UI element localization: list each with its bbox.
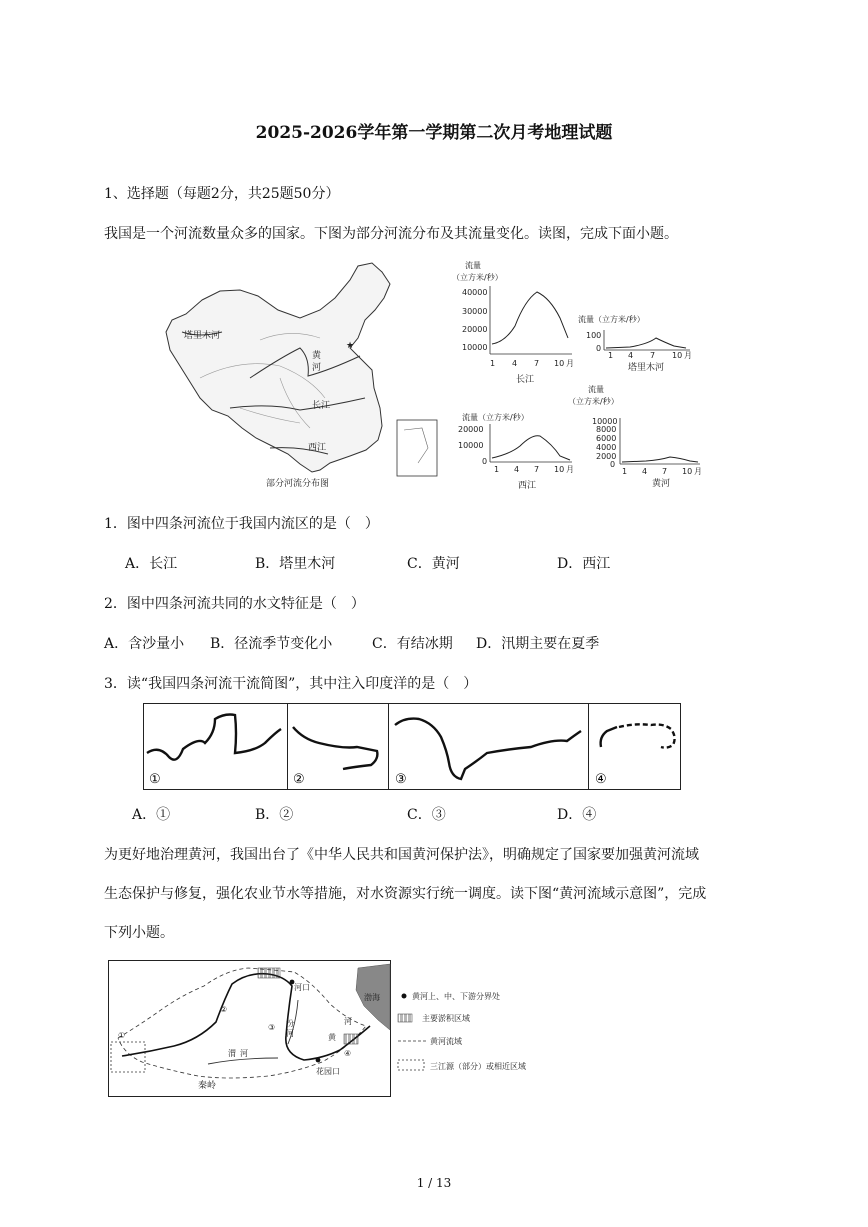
figure-river-distribution xyxy=(160,258,720,494)
cj-curve xyxy=(492,292,568,344)
label-huayuankou: 花园口 xyxy=(316,1067,340,1076)
river-4 xyxy=(601,727,617,747)
legend-hatch-icon xyxy=(398,1014,412,1022)
figure-yellow-river-basin xyxy=(108,960,568,1100)
label-wei-he: 河 xyxy=(240,1049,248,1058)
label-m2: ② xyxy=(220,1005,228,1014)
river-4-dashed xyxy=(619,724,675,747)
hh-ytick: 0 xyxy=(610,460,616,469)
tl-ytick: 100 xyxy=(586,331,602,340)
q3-option-c[interactable]: C．③ xyxy=(407,807,446,823)
hh-xtick: 10 xyxy=(682,467,693,476)
q1-option-b[interactable]: B．塔里木河 xyxy=(255,556,336,572)
q1-option-c[interactable]: C．黄河 xyxy=(407,556,460,572)
legend-dotted-box-icon xyxy=(398,1060,424,1070)
xj-xtick: 4 xyxy=(514,465,520,474)
q2-option-c[interactable]: C．有结冰期 xyxy=(372,636,453,652)
panel-label-2: ② xyxy=(293,772,305,787)
tl-name: 塔里木河 xyxy=(628,363,665,373)
label-hekou: 河口 xyxy=(294,983,310,992)
hh-xtick: 7 xyxy=(662,467,668,476)
page-number: 1 / 13 xyxy=(416,1176,452,1190)
label-bohai: 渤海 xyxy=(364,993,380,1002)
cj-xtick: 1 xyxy=(490,359,496,368)
river-1 xyxy=(147,715,281,760)
panel-label-4: ④ xyxy=(595,772,607,787)
label-m4: ④ xyxy=(344,1049,352,1058)
chart-xijiang xyxy=(458,412,574,491)
xj-xtick: 1 xyxy=(494,465,500,474)
q2-option-a[interactable]: A．含沙量小 xyxy=(104,636,185,652)
xj-ytick: 20000 xyxy=(458,425,484,434)
tl-ytick: 0 xyxy=(596,344,602,353)
label-fen-he: 河 xyxy=(286,1029,294,1038)
xj-month: 月 xyxy=(566,465,574,474)
legend-item-basin: 黄河流域 xyxy=(430,1037,462,1046)
map-caption: 部分河流分布图 xyxy=(266,479,330,489)
intro-paragraph-2-line3: 下列小题。 xyxy=(104,925,174,941)
legend-dot-icon xyxy=(402,994,407,999)
hh-month: 月 xyxy=(694,467,702,476)
legend-item-sanjiangyuan: 三江源（部分）或相近区域 xyxy=(430,1062,526,1071)
label-fen: 汾 xyxy=(286,1019,294,1028)
intro-paragraph-1: 我国是一个河流数量众多的国家。下图为部分河流分布及其流量变化。读图，完成下面小题。 xyxy=(104,226,678,242)
q3-option-d[interactable]: D．④ xyxy=(557,807,597,823)
cj-ytick: 40000 xyxy=(462,288,488,297)
tl-month: 月 xyxy=(684,351,692,360)
label-wei: 渭 xyxy=(228,1049,236,1058)
label-changjiang: 长江 xyxy=(312,401,331,411)
label-huang: 黄 xyxy=(328,1033,336,1042)
chart-changjiang xyxy=(452,260,574,385)
q3-stem: 3．读“我国四条河流干流简图”，其中注入印度洋的是（ ） xyxy=(104,676,478,692)
hh-curve xyxy=(622,457,698,462)
hh-ytick: 10000 xyxy=(592,417,618,426)
cj-xtick: 7 xyxy=(534,359,540,368)
q3-option-b[interactable]: B．② xyxy=(255,807,294,823)
legend xyxy=(398,991,526,1071)
cj-ytick: 10000 xyxy=(462,343,488,352)
hh-unit-a: 流量 xyxy=(588,385,604,394)
river-2 xyxy=(293,727,377,769)
q1-option-d[interactable]: D．西江 xyxy=(557,556,611,572)
intro-paragraph-2-line1: 为更好地治理黄河，我国出台了《中华人民共和国黄河保护法》，明确规定了国家要加强黄河流域 xyxy=(104,847,699,863)
legend-item-sediment: 主要淤积区域 xyxy=(422,1014,470,1023)
hh-ytick: 8000 xyxy=(596,425,617,434)
china-outline xyxy=(166,263,390,472)
q1-stem: 1．图中四条河流位于我国内流区的是（ ） xyxy=(104,516,379,532)
tl-xtick: 4 xyxy=(628,351,634,360)
hh-ytick: 4000 xyxy=(596,443,617,452)
chart-tarim xyxy=(578,314,692,373)
panel-label-1: ① xyxy=(149,772,161,787)
xj-xtick: 7 xyxy=(534,465,540,474)
hh-unit-b: （立方米/秒） xyxy=(568,397,619,406)
cj-ytick: 30000 xyxy=(462,307,488,316)
cj-unit-b: （立方米/秒） xyxy=(452,273,503,282)
xj-unit: 流量（立方米/秒） xyxy=(462,413,529,422)
boundary-point-huayuankou xyxy=(316,1058,321,1063)
beijing-star: ★ xyxy=(346,341,355,351)
xj-ytick: 10000 xyxy=(458,441,484,450)
hh-xtick: 4 xyxy=(642,467,648,476)
hh-name: 黄河 xyxy=(652,479,671,489)
cj-name: 长江 xyxy=(516,375,535,385)
label-tarim: 塔里木河 xyxy=(184,331,221,341)
hh-xtick: 1 xyxy=(622,467,628,476)
hh-ytick: 6000 xyxy=(596,434,617,443)
intro-paragraph-2-line2: 生态保护与修复，强化农业节水等措施，对水资源实行统一调度。读下图“黄河流域示意图”，完成 xyxy=(104,886,707,902)
tl-xtick: 10 xyxy=(672,351,683,360)
river-3 xyxy=(395,719,581,779)
sediment-area-1 xyxy=(258,968,280,978)
hh-ytick: 2000 xyxy=(596,452,617,461)
tl-curve xyxy=(606,338,686,348)
legend-item-boundary: 黄河上、中、下游分界处 xyxy=(412,992,500,1001)
q1-option-a[interactable]: A．长江 xyxy=(125,556,178,572)
q2-option-b[interactable]: B．径流季节变化小 xyxy=(210,636,333,652)
label-huang1: 黄 xyxy=(312,351,322,361)
label-m3: ③ xyxy=(268,1023,276,1032)
cj-xtick: 4 xyxy=(512,359,518,368)
xj-xtick: 10 xyxy=(554,465,565,474)
xj-curve xyxy=(492,436,570,460)
label-huang2: 河 xyxy=(312,363,322,373)
xj-name: 西江 xyxy=(518,481,537,491)
sediment-area-2 xyxy=(344,1034,358,1044)
figure-four-rivers xyxy=(143,703,683,793)
tl-unit: 流量（立方米/秒） xyxy=(578,315,645,324)
xj-ytick: 0 xyxy=(482,457,488,466)
label-qinling: 秦岭 xyxy=(198,1081,217,1091)
q3-option-a[interactable]: A．① xyxy=(132,807,171,823)
cj-month: 月 xyxy=(566,359,574,368)
section-heading: 1、选择题（每题2分，共25题50分） xyxy=(104,186,340,202)
page-title: 2025-2026学年第一学期第二次月考地理试题 xyxy=(255,123,613,143)
chart-huanghe xyxy=(568,384,702,489)
q2-stem: 2．图中四条河流共同的水文特征是（ ） xyxy=(104,596,365,612)
cj-ytick: 20000 xyxy=(462,325,488,334)
panel-label-3: ③ xyxy=(395,772,407,787)
label-xijiang: 西江 xyxy=(308,443,327,453)
label-m1: ① xyxy=(118,1031,126,1040)
cj-xtick: 10 xyxy=(554,359,565,368)
q2-option-d[interactable]: D．汛期主要在夏季 xyxy=(476,636,600,652)
cj-unit-a: 流量 xyxy=(465,261,481,270)
tl-xtick: 7 xyxy=(650,351,656,360)
label-he: 河 xyxy=(344,1017,352,1026)
tl-xtick: 1 xyxy=(608,351,614,360)
